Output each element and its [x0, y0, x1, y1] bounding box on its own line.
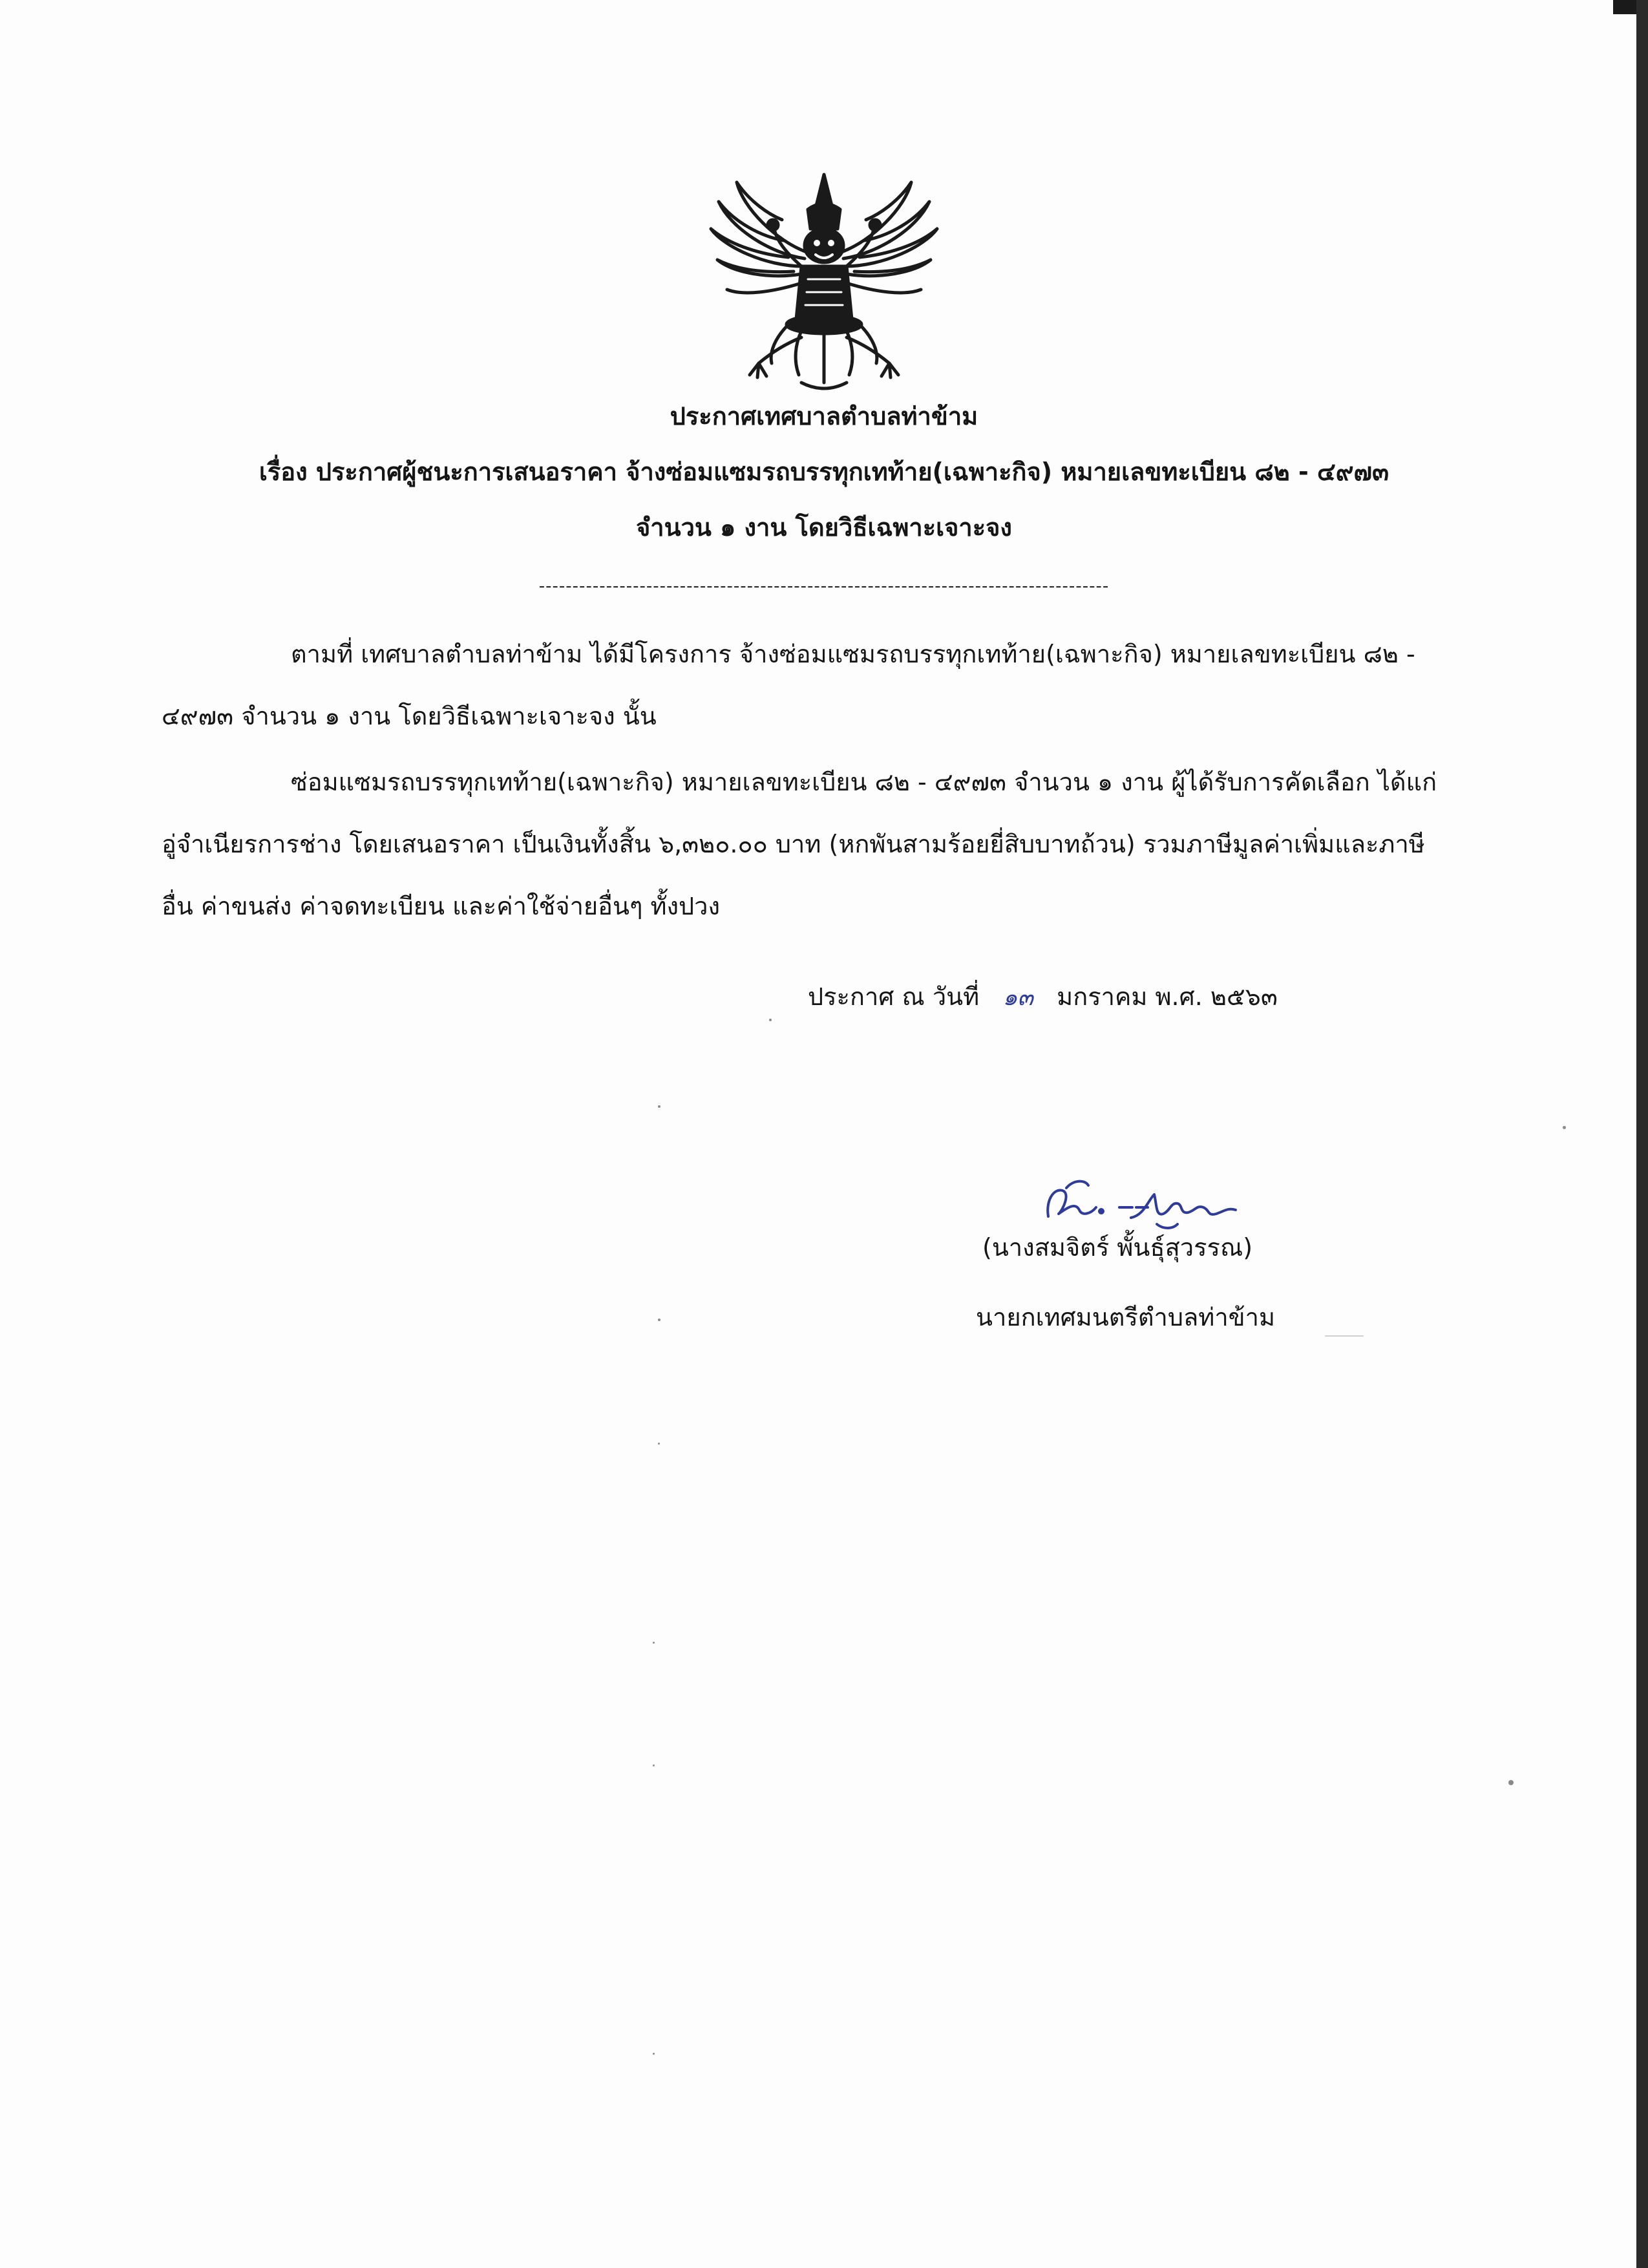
signatory-position: นายกเทศมนตรีตำบลท่าข้าม [976, 1303, 1276, 1331]
scan-speck [653, 2053, 655, 2055]
scan-speck [658, 1443, 660, 1445]
section-divider: ------------------------------------------------------------------------------------- [538, 577, 1110, 596]
date-prefix: ประกาศ ณ วันที่ [808, 982, 980, 1011]
scan-speck [653, 1642, 655, 1644]
announcement-date [808, 982, 1278, 1012]
announcement-subject-line-1: เรื่อง ประกาศผู้ชนะการเสนอราคา จ้างซ่อมแซมรถบรรทุกเทท้าย(เฉพาะกิจ) หมายเลขทะเบียน ๘๒ - ๔๙๗๓ [259, 458, 1389, 486]
body-paragraph-2: ซ่อมแซมรถบรรทุกเทท้าย(เฉพาะกิจ) หมายเลขทะเบียน ๘๒ - ๔๙๗๓ จำนวน ๑ งาน ผู้ได้รับการคัดเลือก ได้แก่ อู่จำเนียรการช่าง โดยเสนอราคา เป็นเงินทั้งสิ้น ๖,๓๒๐.๐๐ บาท (หกพันสามร้อยยี่สิบบาทถ้วน) รวมภาษีมูลค่าเพิ่มและภาษีอื่น ค่าขนส่ง ค่าจดทะเบียน และค่าใช้จ่ายอื่นๆ ทั้งปวง [162, 768, 1437, 920]
date-day-handwritten: ๑๓ [1002, 984, 1033, 1011]
date-month-year: มกราคม พ.ศ. ๒๕๖๓ [1057, 982, 1278, 1011]
body-paragraph-1: ตามที่ เทศบาลตำบลท่าข้าม ได้มีโครงการ จ้างซ่อมแซมรถบรรทุกเทท้าย(เฉพาะกิจ) หมายเลขทะเบียน ๘๒ - ๔๙๗๓ จำนวน ๑ งาน โดยวิธีเฉพาะเจาะจง นั้น [162, 640, 1415, 730]
announcement-subject-line-2: จำนวน ๑ งาน โดยวิธีเฉพาะเจาะจง [636, 513, 1012, 542]
signatory-name: (นางสมจิตร์ พั้นธุ์สุวรรณ) [982, 1233, 1253, 1262]
scan-speck [653, 1765, 655, 1766]
handwritten-signature [1034, 1162, 1254, 1233]
scan-speck [769, 1019, 772, 1021]
scan-edge-corner [1613, 0, 1636, 14]
scan-speck [1325, 1335, 1364, 1337]
scan-speck [1563, 1126, 1566, 1129]
garuda-emblem-icon [704, 169, 944, 397]
scan-speck [658, 1319, 660, 1321]
scan-speck [1508, 1780, 1514, 1785]
announcement-title: ประกาศเทศบาลตำบลท่าข้าม [670, 402, 978, 430]
scan-speck [658, 1105, 660, 1108]
scan-edge-strip [1636, 0, 1648, 2268]
